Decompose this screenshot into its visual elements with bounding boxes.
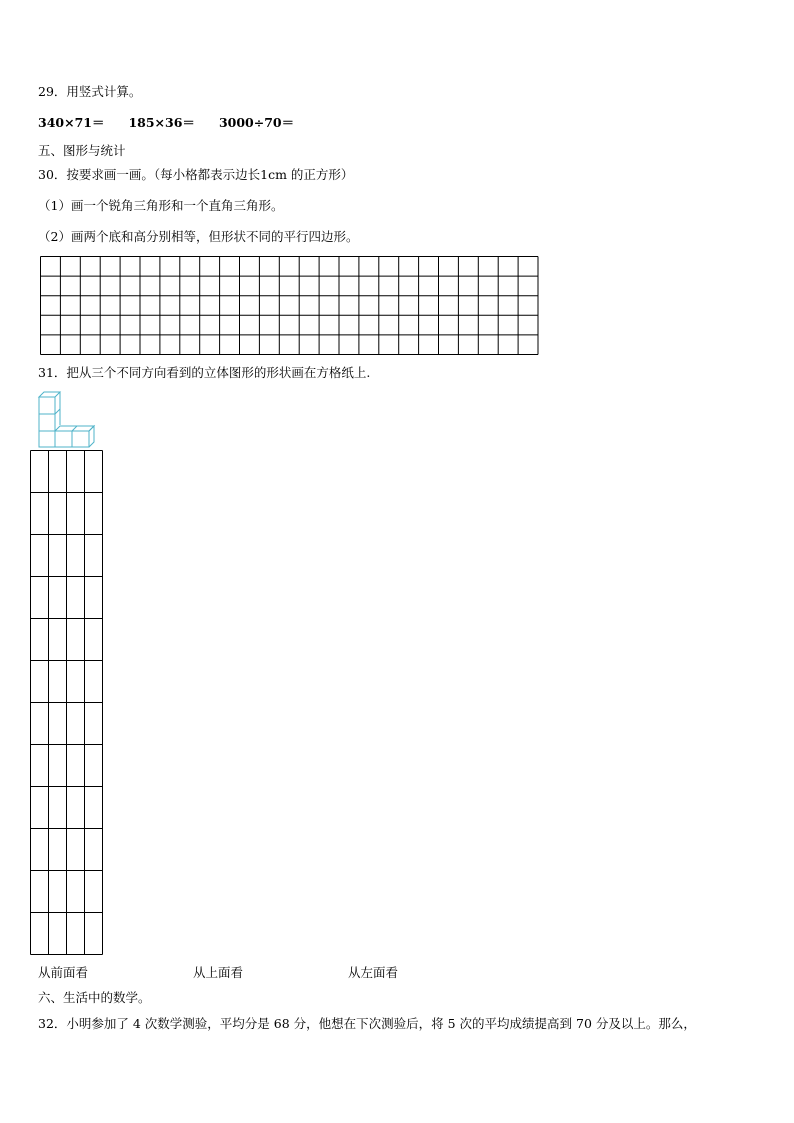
q30-part1: （1）画一个锐角三角形和一个直角三角形。 [38, 198, 284, 213]
q29-expr-1: 340×71＝ [38, 115, 105, 130]
cube-stack-figure [37, 389, 97, 449]
view-label-top: 从上面看 [193, 965, 244, 980]
q31-grid-paper[interactable] [30, 450, 104, 958]
view-label-left: 从左面看 [348, 965, 399, 980]
q29-title: 29．用竖式计算。 [38, 84, 142, 99]
section6-title: 六、生活中的数学。 [38, 990, 151, 1005]
q32-text: 32．小明参加了 4 次数学测验，平均分是 68 分，他想在下次测验后，将 5 次的平均成绩提高到 70 分及以上。那么， [38, 1016, 696, 1031]
q30-grid-paper[interactable] [40, 256, 540, 356]
q29-expressions [38, 115, 294, 131]
view-label-front: 从前面看 [38, 965, 89, 980]
section5-title: 五、图形与统计 [38, 143, 126, 158]
q31-title: 31．把从三个不同方向看到的立体图形的形状画在方格纸上. [38, 365, 371, 380]
q30-title: 30．按要求画一画。（每小格都表示边长1cm 的正方形） [38, 167, 354, 182]
q29-expr-2: 185×36＝ [128, 115, 195, 130]
q29-expr-3: 3000÷70＝ [218, 115, 295, 130]
q30-part2: （2）画两个底和高分别相等，但形状不同的平行四边形。 [38, 229, 359, 244]
